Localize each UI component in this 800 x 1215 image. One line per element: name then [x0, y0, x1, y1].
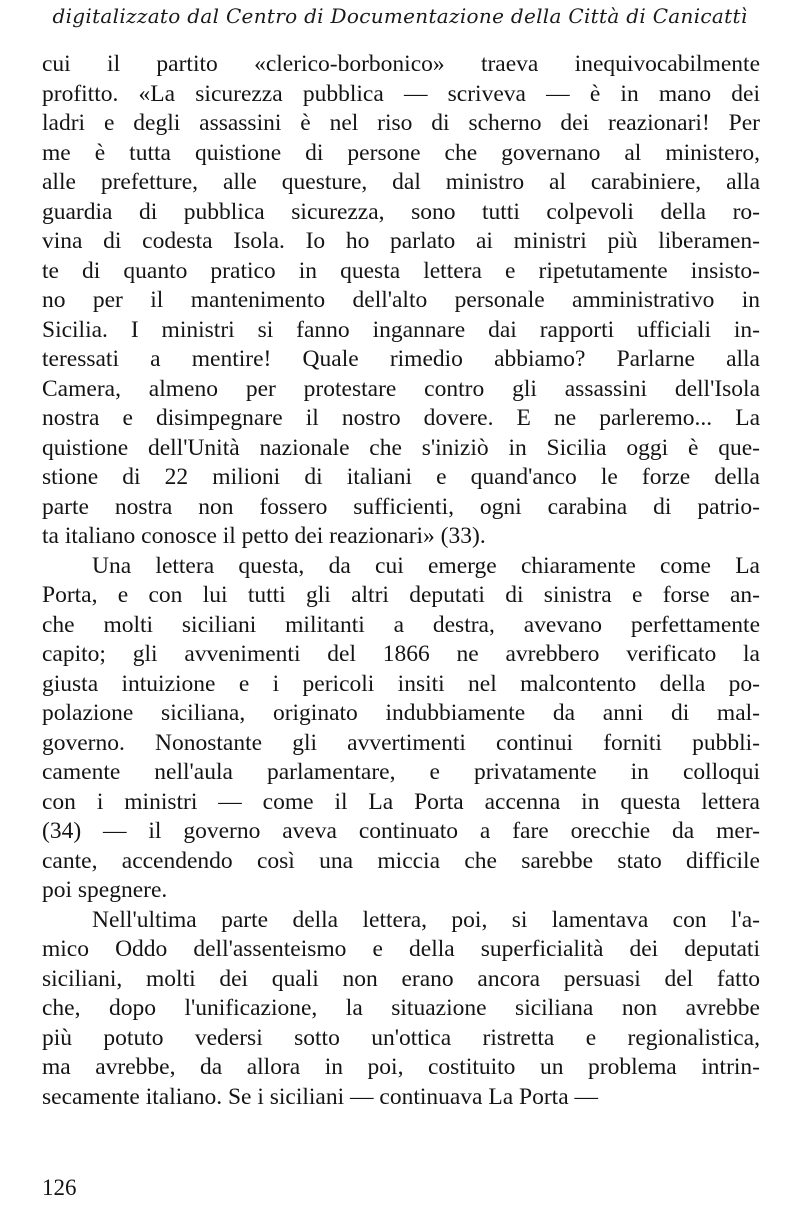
text-line: ma avrebbe, da allora in poi, costituito un problema intrin-: [42, 1054, 760, 1080]
text-line: secamente italiano. Se i siciliani — continuava La Porta —: [42, 1083, 599, 1110]
text-line: ladri e degli assassini è nel riso di scherno dei reazionari! Per: [42, 110, 760, 136]
text-line: te di quanto pratico in questa lettera e ripetutamente insisto-: [42, 257, 760, 284]
paragraph: [42, 552, 760, 906]
text-line: nostra e disimpegnare il nostro dovere. E ne parleremo... La: [42, 405, 760, 431]
text-line: cante, accendendo così una miccia che sarebbe stato difficile: [42, 847, 760, 874]
text-line: capito; gli avvenimenti del 1866 ne avrebbero verificato la: [42, 641, 760, 667]
text-line: Camera, almeno per protestare contro gli assassini dell'Isola: [42, 375, 760, 402]
text-line: cui il partito «clerico-borbonico» traeva inequivocabilmente: [42, 51, 760, 77]
text-line: poi spegnere.: [42, 877, 168, 903]
text-line: camente nell'aula parlamentare, e privatamente in colloqui: [42, 759, 760, 785]
text-line: che molti siciliani militanti a destra, avevano perfettamente: [42, 611, 760, 638]
page-number: 126: [42, 1175, 77, 1200]
text-line: polazione siciliana, originato indubbiamente da anni di mal-: [42, 700, 760, 726]
text-line: mico Oddo dell'assenteismo e della superficialità dei deputati: [42, 936, 760, 962]
text-line: profitto. «La sicurezza pubblica — scriveva — è in mano dei: [42, 80, 760, 107]
text-line: Porta, e con lui tutti gli altri deputati di sinistra e forse an-: [42, 582, 760, 608]
text-line: più potuto vedersi sotto un'ottica ristretta e regionalistica,: [42, 1024, 760, 1051]
text-line: che, dopo l'unificazione, la situazione siciliana non avrebbe: [42, 995, 760, 1021]
text-line: me è tutta quistione di persone che governano al ministero,: [42, 139, 760, 166]
text-line: Sicilia. I ministri si fanno ingannare dai rapporti ufficiali in-: [42, 316, 760, 343]
paragraph: [42, 906, 760, 1113]
text-line: con i ministri — come il La Porta accenna in questa lettera: [42, 788, 760, 815]
text-line: vina di codesta Isola. Io ho parlato ai ministri più liberamen-: [42, 228, 760, 254]
text-line: no per il mantenimento dell'alto personale amministrativo in: [42, 287, 760, 313]
text-line: giusta intuizione e i pericoli insiti nel malcontento della po-: [42, 670, 760, 697]
text-line: parte nostra non fossero sufficienti, ogni carabina di patrio-: [42, 493, 760, 520]
text-line: (34) — il governo aveva continuato a fare orecchie da mer-: [42, 818, 760, 844]
text-line: Nell'ultima parte della lettera, poi, si lamentava con l'a-: [92, 906, 760, 933]
body-text: [42, 50, 760, 1112]
text-line: governo. Nonostante gli avvertimenti continui forniti pubbli-: [42, 729, 760, 756]
text-line: Una lettera questa, da cui emerge chiaramente come La: [92, 552, 760, 579]
text-line: ta italiano conosce il petto dei reazionari» (33).: [42, 523, 486, 549]
text-line: guardia di pubblica sicurezza, sono tutti colpevoli della ro-: [42, 198, 760, 225]
digitization-watermark: digitalizzato dal Centro di Documentazione della Città di Canicattì: [52, 4, 748, 28]
text-line: alle prefetture, alle questure, dal ministro al carabiniere, alla: [42, 169, 760, 195]
text-line: siciliani, molti dei quali non erano ancora persuasi del fatto: [42, 965, 760, 992]
text-line: stione di 22 milioni di italiani e quand'anco le forze della: [42, 464, 760, 490]
paragraph: [42, 50, 760, 552]
text-line: teressati a mentire! Quale rimedio abbiamo? Parlarne alla: [42, 346, 760, 372]
text-line: quistione dell'Unità nazionale che s'iniziò in Sicilia oggi è que-: [42, 434, 760, 461]
